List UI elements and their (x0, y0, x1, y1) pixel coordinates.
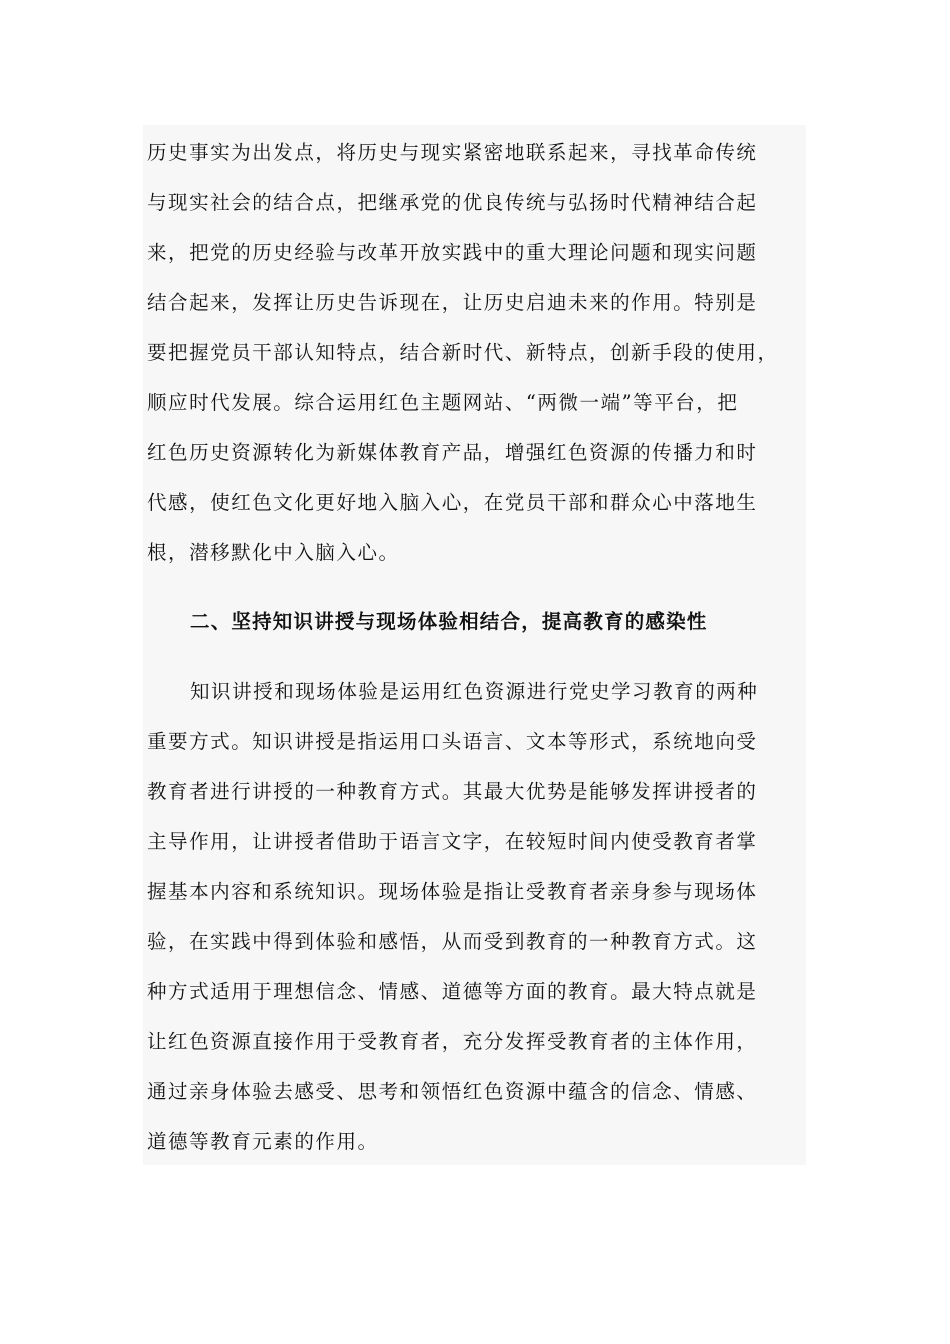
paragraph-2-line-6: 验，在实践中得到体验和感悟，从而受到教育的一种教育方式。这 (147, 930, 758, 953)
paragraph-2-line-10: 道德等教育元素的作用。 (147, 1130, 379, 1153)
paragraph-1-line-9: 根，潜移默化中入脑入心。 (147, 541, 400, 564)
paragraph-2-line-1: 知识讲授和现场体验是运用红色资源进行党史学习教育的两种 (190, 680, 759, 703)
section-heading: 二、坚持知识讲授与现场体验相结合，提高教育的感染性 (190, 610, 708, 633)
paragraph-2-line-2: 重要方式。知识讲授是指运用口头语言、文本等形式，系统地向受 (147, 730, 758, 753)
paragraph-1-line-2: 与现实社会的结合点，把继承党的优良传统与弘扬时代精神结合起 (147, 191, 758, 214)
paragraph-2-line-9: 通过亲身体验去感受、思考和领悟红色资源中蕴含的信念、情感、 (147, 1080, 758, 1103)
paragraph-1-line-1: 历史事实为出发点，将历史与现实紧密地联系起来，寻找革命传统 (147, 141, 758, 164)
paragraph-1-line-3: 来，把党的历史经验与改革开放实践中的重大理论问题和现实问题 (147, 241, 758, 264)
paragraph-1-line-4: 结合起来，发挥让历史告诉现在，让历史启迪未来的作用。特别是 (147, 291, 758, 314)
paragraph-2-line-3: 教育者进行讲授的一种教育方式。其最大优势是能够发挥讲授者的 (147, 780, 758, 803)
paragraph-2-line-5: 握基本内容和系统知识。现场体验是指让受教育者亲身参与现场体 (147, 880, 758, 903)
paragraph-1-line-8: 代感，使红色文化更好地入脑入心，在党员干部和群众心中落地生 (147, 491, 758, 514)
paragraph-2-line-4: 主导作用，让讲授者借助于语言文字，在较短时间内使受教育者掌 (147, 830, 758, 853)
paragraph-1-line-7: 红色历史资源转化为新媒体教育产品，增强红色资源的传播力和时 (147, 441, 758, 464)
paragraph-1-line-5: 要把握党员干部认知特点，结合新时代、新特点，创新手段的使用， (147, 341, 779, 364)
paragraph-1-line-6: 顺应时代发展。综合运用红色主题网站、“两微一端”等平台，把 (147, 391, 739, 414)
text-highlight-block (143, 125, 806, 1165)
paragraph-2-line-7: 种方式适用于理想信念、情感、道德等方面的教育。最大特点就是 (147, 980, 758, 1003)
paragraph-2-line-8: 让红色资源直接作用于受教育者，充分发挥受教育者的主体作用， (147, 1030, 758, 1053)
